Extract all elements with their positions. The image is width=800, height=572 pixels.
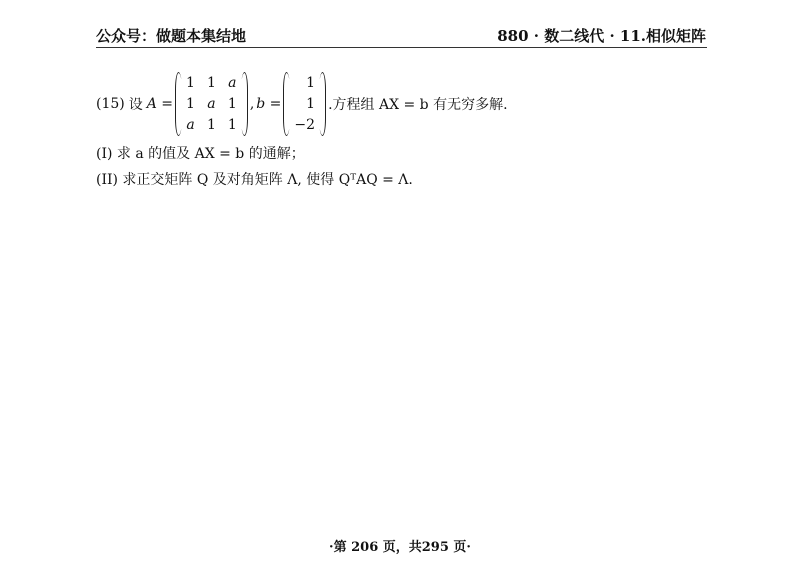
matrix-cell: 1 — [186, 96, 195, 112]
part-two: (II) 求正交矩阵 Q 及对角矩阵 Λ, 使得 QᵀAQ = Λ. — [96, 172, 413, 188]
matrix-cell: 1 — [227, 117, 237, 133]
matrix-cell: 1 — [206, 75, 216, 91]
matrix-cell: a — [207, 96, 216, 112]
page-footer: ·第 206 页，共295 页· — [329, 540, 471, 555]
page-header — [96, 22, 706, 46]
right-paren — [319, 72, 326, 136]
problem-statement — [96, 72, 508, 136]
matrix-cell: a — [186, 117, 195, 133]
separator-comma: , — [249, 96, 255, 112]
vector-b — [283, 72, 326, 136]
matrix-cell: 1 — [206, 117, 216, 133]
vector-b-lhs: b = — [256, 96, 282, 112]
matrix-a-lhs: A = — [146, 96, 174, 112]
problem-number: (15) — [96, 96, 125, 112]
matrix-cell: 1 — [227, 96, 237, 112]
matrix-a — [175, 72, 248, 136]
part-one: (I) 求 a 的值及 AX = b 的通解； — [96, 146, 305, 162]
left-paren — [283, 72, 290, 136]
problem-intro: 设 — [128, 97, 143, 113]
matrix-cell: a — [228, 75, 237, 91]
matrix-a-grid — [182, 72, 241, 136]
header-chapter: 880 · 数二线代 · 11.相似矩阵 — [497, 27, 706, 45]
problem-condition: .方程组 AX = b 有无穷多解. — [328, 97, 508, 113]
header-rule — [96, 47, 707, 48]
left-paren — [175, 72, 182, 136]
vector-cell: −2 — [294, 117, 316, 133]
right-paren — [241, 72, 248, 136]
vector-cell: 1 — [306, 96, 316, 112]
vector-cell: 1 — [306, 75, 316, 91]
vector-b-grid — [290, 72, 319, 136]
header-source: 公众号：做题本集结地 — [96, 27, 247, 45]
matrix-cell: 1 — [186, 75, 195, 91]
